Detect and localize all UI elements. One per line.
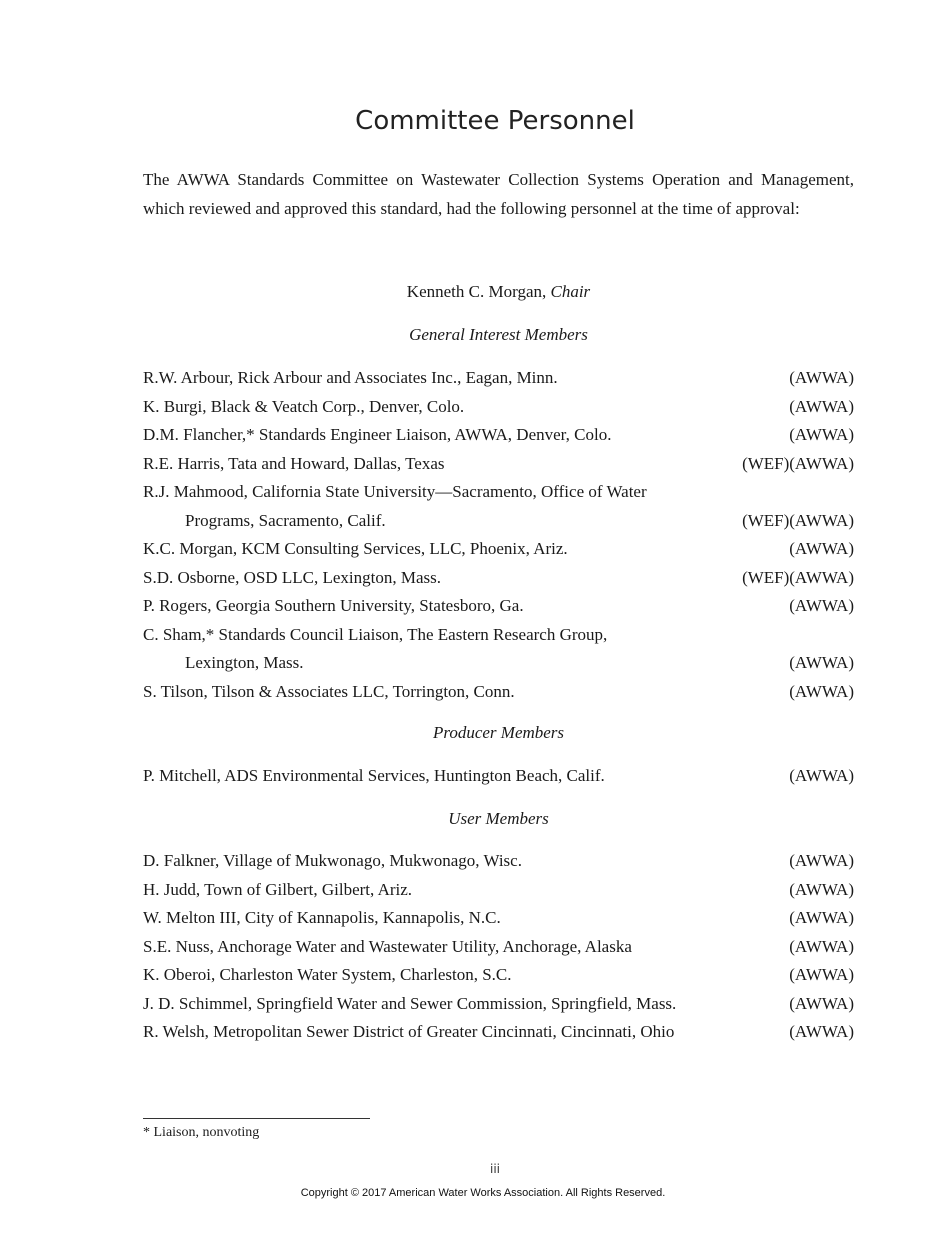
user-members-list — [143, 847, 854, 1047]
member-name: C. Sham,* Standards Council Liaison, The Eastern Research Group, — [143, 624, 608, 644]
member-name: S. Tilson, Tilson & Associates LLC, Torrington, Conn. — [143, 681, 515, 701]
member-row — [143, 904, 854, 933]
section-heading-general-interest: General Interest Members — [409, 325, 588, 344]
page-title: Committee Personnel — [355, 106, 635, 136]
general-interest-members-list — [143, 364, 854, 706]
footnote: * Liaison, nonvoting — [143, 1125, 260, 1140]
member-affiliation: (AWWA) — [789, 851, 854, 870]
member-affiliation: (AWWA) — [789, 539, 854, 558]
member-affiliation: (AWWA) — [789, 965, 854, 984]
member-row — [143, 933, 854, 962]
member-name-continued: Lexington, Mass. — [185, 653, 304, 672]
member-affiliation: (AWWA) — [789, 396, 854, 416]
member-row — [143, 450, 854, 479]
member-affiliation: (AWWA) — [789, 1022, 854, 1041]
member-row — [143, 847, 854, 876]
member-row — [143, 393, 854, 422]
member-affiliation: (AWWA) — [789, 766, 854, 785]
footnote-divider — [143, 1118, 370, 1119]
member-row — [143, 762, 854, 791]
chair-name: Kenneth C. Morgan, — [406, 282, 547, 301]
member-row — [143, 1018, 854, 1047]
member-affiliation: (AWWA) — [789, 681, 854, 701]
member-row — [143, 421, 854, 450]
member-affiliation: (WEF)(AWWA) — [742, 510, 854, 530]
member-row — [143, 678, 854, 707]
member-affiliation: (WEF)(AWWA) — [742, 453, 854, 473]
member-row — [143, 592, 854, 621]
member-affiliation: (AWWA) — [789, 879, 854, 899]
member-affiliation: (AWWA) — [789, 936, 854, 956]
member-name-continued: Programs, Sacramento, Calif. — [185, 510, 386, 530]
member-row — [143, 564, 854, 593]
member-row — [143, 876, 854, 905]
member-row — [143, 478, 854, 535]
intro-paragraph: The AWWA Standards Committee on Wastewater Collection Systems Operation and Management, which reviewed and approved this standard, had the following personnel at the time of approval: — [143, 170, 854, 218]
member-name: K.C. Morgan, KCM Consulting Services, LLC, Phoenix, Ariz. — [143, 539, 568, 558]
member-name: K. Burgi, Black & Veatch Corp., Denver, Colo. — [143, 396, 465, 416]
member-name: H. Judd, Town of Gilbert, Gilbert, Ariz. — [143, 879, 413, 899]
member-name: J. D. Schimmel, Springfield Water and Sewer Commission, Springfield, Mass. — [143, 993, 677, 1013]
member-name: P. Mitchell, ADS Environmental Services, Huntington Beach, Calif. — [143, 766, 605, 785]
member-affiliation: (AWWA) — [789, 368, 854, 387]
member-name: R.J. Mahmood, California State University—Sacramento, Office of Water — [143, 482, 647, 501]
member-name: D.M. Flancher,* Standards Engineer Liaison, AWWA, Denver, Colo. — [143, 425, 612, 444]
member-name: W. Melton III, City of Kannapolis, Kannapolis, N.C. — [143, 908, 501, 927]
member-row — [143, 961, 854, 990]
member-name: S.E. Nuss, Anchorage Water and Wastewater Utility, Anchorage, Alaska — [143, 936, 632, 956]
member-name: R.E. Harris, Tata and Howard, Dallas, Texas — [143, 453, 445, 473]
section-heading-producer: Producer Members — [432, 723, 565, 742]
committee-chair — [143, 278, 854, 306]
section-heading-user: User Members — [448, 809, 549, 828]
page-number: iii — [489, 1162, 500, 1176]
member-name: K. Oberoi, Charleston Water System, Charleston, S.C. — [143, 965, 512, 984]
member-name: R. Welsh, Metropolitan Sewer District of Greater Cincinnati, Cincinnati, Ohio — [143, 1022, 675, 1041]
member-row — [143, 990, 854, 1019]
member-affiliation: (AWWA) — [789, 596, 854, 615]
member-row — [143, 535, 854, 564]
member-name: D. Falkner, Village of Mukwonago, Mukwonago, Wisc. — [143, 851, 522, 870]
copyright-notice: Copyright © 2017 American Water Works Association. All Rights Reserved. — [300, 1187, 666, 1199]
chair-role: Chair — [550, 282, 591, 301]
member-affiliation: (AWWA) — [789, 993, 854, 1013]
member-affiliation: (AWWA) — [789, 908, 854, 927]
member-affiliation: (AWWA) — [789, 653, 854, 672]
member-affiliation: (AWWA) — [789, 425, 854, 444]
member-name: S.D. Osborne, OSD LLC, Lexington, Mass. — [143, 567, 441, 587]
member-name: R.W. Arbour, Rick Arbour and Associates Inc., Eagan, Minn. — [143, 368, 558, 387]
member-row — [143, 364, 854, 393]
producer-members-list — [143, 762, 854, 791]
member-name: P. Rogers, Georgia Southern University, Statesboro, Ga. — [143, 596, 524, 615]
member-row — [143, 621, 854, 678]
member-affiliation: (WEF)(AWWA) — [742, 567, 854, 587]
